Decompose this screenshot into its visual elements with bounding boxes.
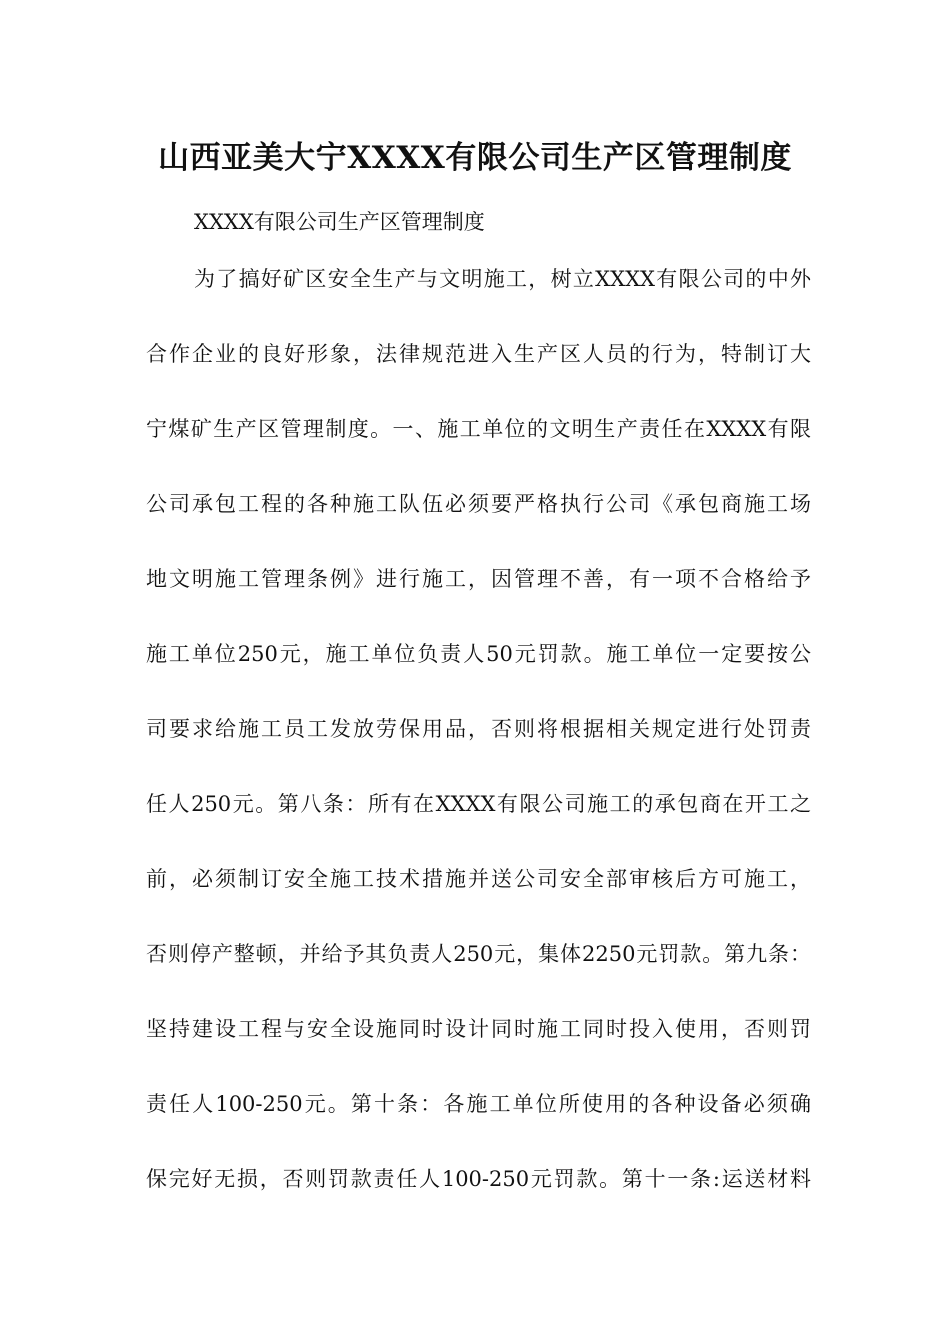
- body-line: 否则停产整顿，并给予其负责人250元，集体2250元罚款。第九条：: [146, 942, 811, 966]
- document-title: 山西亚美大宁XXXX有限公司生产区管理制度: [158, 140, 792, 176]
- body-line: 宁煤矿生产区管理制度。一、施工单位的文明生产责任在XXXX有限: [146, 417, 811, 441]
- body-line: 责任人100-250元。第十条：各施工单位所使用的各种设备必须确: [146, 1092, 811, 1116]
- document-subtitle: XXXX有限公司生产区管理制度: [194, 210, 485, 234]
- body-line: 地文明施工管理条例》进行施工，因管理不善，有一项不合格给予: [146, 567, 811, 591]
- body-line: 公司承包工程的各种施工队伍必须要严格执行公司《承包商施工场: [146, 492, 811, 516]
- body-line: 保完好无损，否则罚款责任人100-250元罚款。第十一条:运送材料: [146, 1167, 811, 1191]
- body-line: 前，必须制订安全施工技术措施并送公司安全部审核后方可施工，: [146, 867, 811, 891]
- body-line: 施工单位250元，施工单位负责人50元罚款。施工单位一定要按公: [146, 642, 811, 666]
- body-line: 为了搞好矿区安全生产与文明施工，树立XXXX有限公司的中外: [194, 267, 811, 291]
- body-text: [146, 264, 811, 1239]
- body-line: 任人250元。第八条：所有在XXXX有限公司施工的承包商在开工之: [146, 792, 811, 816]
- body-line: 合作企业的良好形象，法律规范进入生产区人员的行为，特制订大: [146, 342, 811, 366]
- body-line: 坚持建设工程与安全设施同时设计同时施工同时投入使用，否则罚: [146, 1017, 811, 1041]
- body-line: 司要求给施工员工发放劳保用品，否则将根据相关规定进行处罚责: [146, 717, 811, 741]
